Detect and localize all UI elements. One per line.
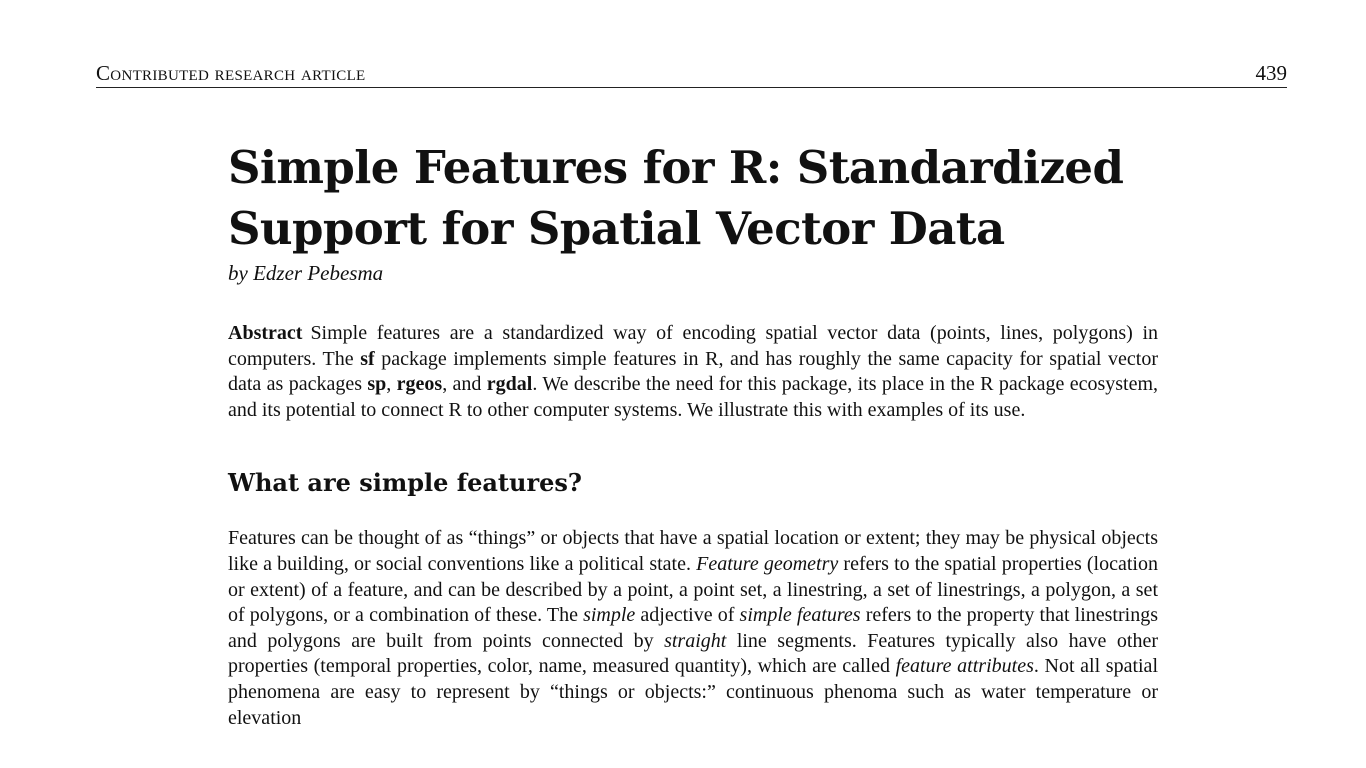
abstract [228, 321, 1158, 423]
abstract-label: Abstract [228, 322, 303, 344]
abstract-text: package implements simple features in R, and has roughly the same capacity for spatial vector data as packages [228, 347, 1159, 396]
abstract-text: . We describe the need for this package, its place in the R package ecosystem, and its potential to connect R to other computer systems. We illustrate this with examples of its use. [228, 373, 1159, 421]
abstract-text: Simple features are a standardized way of encoding spatial vector data (points, lines, polygons) in computers. The [228, 322, 1158, 370]
abstract-text: , [386, 373, 397, 396]
emphasis-term: simple [583, 604, 636, 627]
emphasis-term: simple features [739, 604, 861, 627]
paragraph-text: refers to the spatial properties (location or extent) of a feature, and can be described by a point, a point set, a linestring, a set of linestrings, a polygon, a set of polygons, or a combination of these. The [228, 552, 1158, 627]
paragraph-text: refers to the property that linestrings and polygons are built from points connected by [228, 604, 1158, 652]
paragraph-text: Features can be thought of as “things” or objects that have a spatial location or extent; they may be physical objects like a building, or social conventions like a political state. [228, 527, 1158, 575]
emphasis-term: straight [664, 629, 727, 652]
emphasis-term: Feature geometry [696, 552, 839, 575]
author-byline: by Edzer Pebesma [228, 261, 384, 285]
package-name-sp: sp [367, 373, 387, 396]
article-body [228, 137, 1158, 751]
running-header [96, 58, 1287, 88]
section-heading: What are simple features? [228, 468, 582, 498]
package-name-rgdal: rgdal [486, 373, 533, 396]
article-title: Simple Features for R: Standardized Support for Spatial Vector Data [228, 141, 1124, 255]
abstract-text: , and [442, 373, 487, 396]
body-paragraph [228, 526, 1158, 731]
paragraph-text: . Not all spatial phenomena are easy to represent by “things or objects:” continuous phenoma such as water temperature or elevation [228, 655, 1158, 729]
paragraph-text: adjective of [635, 604, 740, 627]
package-name-sf: sf [360, 347, 375, 370]
emphasis-term: feature attributes [895, 655, 1034, 678]
page-number: 439 [1255, 61, 1287, 85]
paragraph-text: line segments. Features typically also have other properties (temporal properties, color, name, measured quantity), which are called [228, 629, 1158, 678]
package-name-rgeos: rgeos [396, 373, 443, 396]
journal-section-title: Contributed research article [96, 61, 366, 85]
